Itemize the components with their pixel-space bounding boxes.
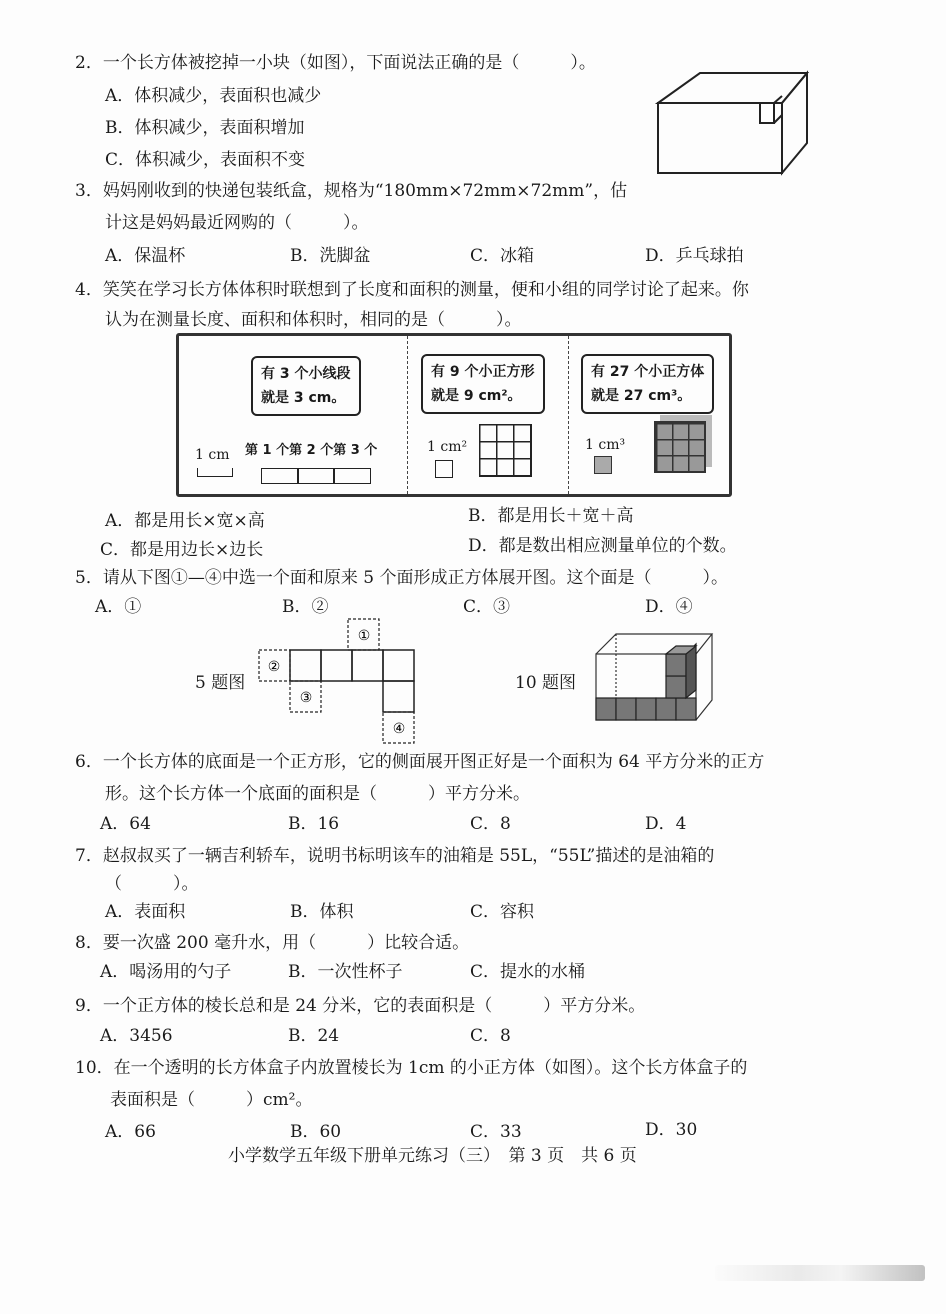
- fig10-label: 10 题图: [515, 673, 577, 693]
- q10-option-c: C．33: [470, 1122, 522, 1142]
- q4-line1: 4．笑笑在学习长方体体积时联想到了长度和面积的测量，便和小组的同学讨论了起来。你: [75, 280, 749, 300]
- net-label-4: ④: [392, 721, 406, 737]
- q5-option-a: A．①: [95, 597, 142, 617]
- q10-line2: 表面积是（ ）cm²。: [110, 1090, 313, 1110]
- q2-option-a: A．体积减少，表面积也减少: [105, 86, 322, 106]
- q4-option-b: B．都是用长＋宽＋高: [468, 506, 634, 526]
- q8-option-c: C．提水的水桶: [470, 962, 586, 982]
- q6-option-d: D．4: [645, 814, 687, 834]
- q4-option-c: C．都是用边长×边长: [100, 540, 264, 560]
- q4-line2: 认为在测量长度、面积和体积时，相同的是（ ）。: [105, 310, 522, 330]
- segment-labels: 第 1 个第 2 个第 3 个: [245, 443, 378, 458]
- q7-option-a: A．表面积: [105, 902, 186, 922]
- q5-option-b: B．②: [282, 597, 329, 617]
- q7-option-c: C．容积: [470, 902, 535, 922]
- q9-option-c: C．8: [470, 1026, 511, 1046]
- q6-option-c: C．8: [470, 814, 511, 834]
- q2-text: 2．一个长方体被挖掉一小块（如图），下面说法正确的是（ ）。: [75, 53, 596, 73]
- net-label-3: ③: [299, 690, 313, 706]
- q6-option-b: B．16: [288, 814, 340, 834]
- q3-option-b: B．洗脚盆: [290, 246, 371, 266]
- q3-option-d: D．乒乓球拍: [645, 246, 744, 266]
- q2-option-c: C．体积减少，表面积不变: [105, 150, 306, 170]
- q6-option-a: A．64: [100, 814, 151, 834]
- q2-option-b: B．体积减少，表面积增加: [105, 118, 305, 138]
- q6-line1: 6．一个长方体的底面是一个正方形，它的侧面展开图正好是一个面积为 64 平方分米的正方: [75, 752, 765, 772]
- net-label-1: ①: [357, 628, 371, 644]
- q3-option-a: A．保温杯: [105, 246, 186, 266]
- q9-text: 9．一个正方体的棱长总和是 24 分米，它的表面积是（ ）平方分米。: [75, 996, 646, 1016]
- q10-option-d: D．30: [645, 1120, 698, 1140]
- q5-option-c: C．③: [463, 597, 511, 617]
- q8-option-b: B．一次性杯子: [288, 962, 403, 982]
- q7-line1: 7．赵叔叔买了一辆吉利轿车，说明书标明该车的油箱是 55L，“55L”描述的是油箱的: [75, 846, 715, 866]
- q2-cuboid-figure: [650, 68, 815, 178]
- bubble1-line2: 就是 3 cm。: [261, 390, 346, 406]
- bubble3-line1: 有 27 个小正方体: [591, 364, 705, 380]
- q5-option-d: D．④: [645, 597, 693, 617]
- q10-line1: 10．在一个透明的长方体盒子内放置棱长为 1cm 的小正方体（如图）。这个长方体盒子的: [75, 1058, 748, 1078]
- q3-line2: 计这是妈妈最近网购的（ ）。: [105, 213, 369, 233]
- q10-option-b: B．60: [290, 1122, 342, 1142]
- q4-option-d: D．都是数出相应测量单位的个数。: [468, 536, 737, 556]
- q5-text: 5．请从下图①—④中选一个面和原来 5 个面形成正方体展开图。这个面是（ ）。: [75, 568, 728, 588]
- unit-1cm: 1 cm: [195, 447, 230, 463]
- q4-option-a: A．都是用长×宽×高: [105, 511, 265, 531]
- q10-box-figure: [592, 630, 717, 725]
- q5-net-figure: [255, 616, 420, 746]
- bubble2-line1: 有 9 个小正方形: [431, 364, 535, 380]
- bubble3-line2: 就是 27 cm³。: [591, 388, 692, 404]
- q10-option-a: A．66: [105, 1122, 156, 1142]
- q3-line1: 3．妈妈刚收到的快递包装纸盒，规格为“180mm×72mm×72mm”，估: [75, 181, 628, 201]
- q4-measurement-figure: [176, 333, 732, 497]
- bubble2-line2: 就是 9 cm²。: [431, 388, 522, 404]
- q9-option-a: A．3456: [100, 1026, 173, 1046]
- q7-line2: （ ）。: [105, 874, 199, 894]
- net-label-2: ②: [267, 659, 281, 675]
- q9-option-b: B．24: [288, 1026, 340, 1046]
- q7-option-b: B．体积: [290, 902, 354, 922]
- q8-option-a: A．喝汤用的勺子: [100, 962, 232, 982]
- unit-1cm2: 1 cm²: [427, 439, 468, 455]
- page-footer: 小学数学五年级下册单元练习（三） 第 3 页 共 6 页: [228, 1146, 637, 1166]
- unit-1cm3: 1 cm³: [585, 437, 626, 453]
- q3-option-c: C．冰箱: [470, 246, 535, 266]
- bubble1-line1: 有 3 个小线段: [261, 366, 351, 382]
- q8-text: 8．要一次盛 200 毫升水，用（ ）比较合适。: [75, 933, 470, 953]
- scan-artifact: [715, 1265, 925, 1281]
- fig5-label: 5 题图: [195, 673, 246, 693]
- q6-line2: 形。这个长方体一个底面的面积是（ ）平方分米。: [105, 784, 530, 804]
